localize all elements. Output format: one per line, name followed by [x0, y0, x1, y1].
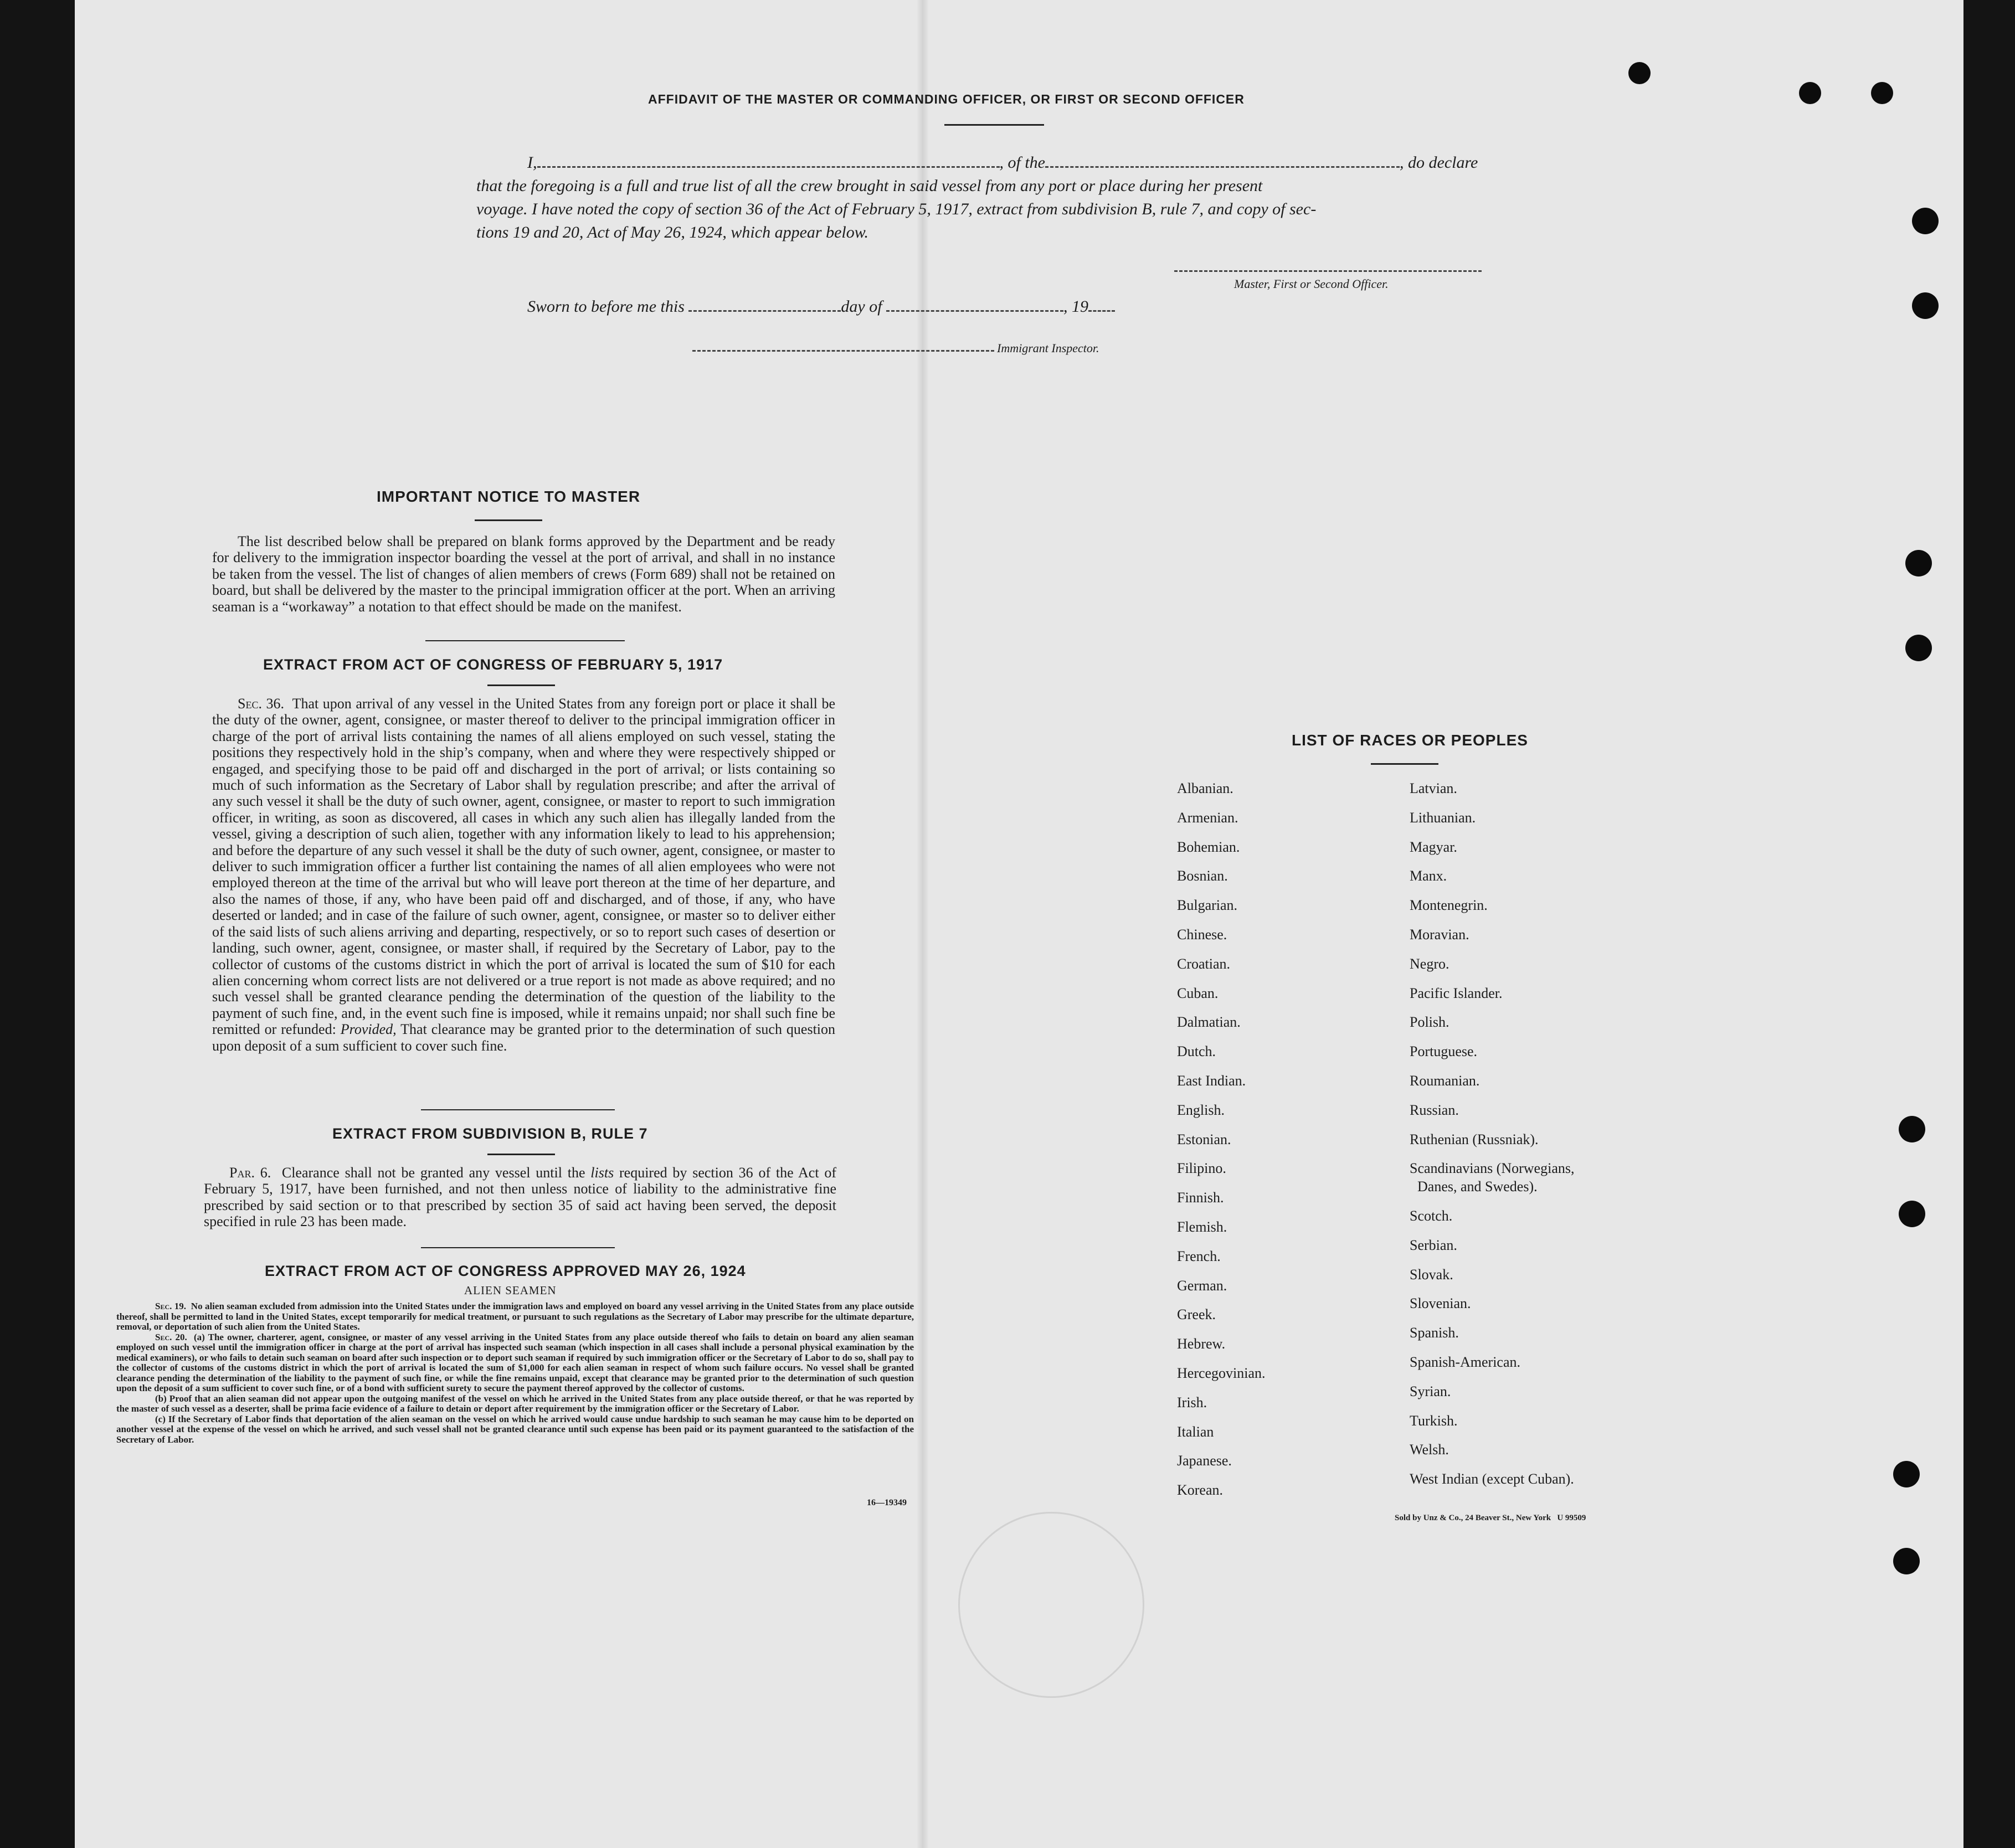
rule-7-title: EXTRACT FROM SUBDIVISION B, RULE 7 [332, 1125, 648, 1142]
master-signature-label: Master, First or Second Officer. [1234, 277, 1389, 291]
race-entry: Hercegovinian. [1177, 1365, 1266, 1381]
race-entry: German. [1177, 1277, 1227, 1294]
year-label: , 19 [1063, 297, 1089, 316]
extract-1917-text [212, 696, 835, 1054]
i-label: I, [527, 153, 537, 172]
affidavit-line-2: that the foregoing is a full and true list of all the crew brought in said vessel from any port or place during her present [476, 177, 1263, 195]
race-entry: Ruthenian (Russniak). [1410, 1131, 1539, 1147]
race-entry: Hebrew. [1177, 1336, 1226, 1352]
sworn-day-blank[interactable] [688, 307, 841, 312]
race-entry: Cuban. [1177, 985, 1219, 1001]
affidavit-line-3: voyage. I have noted the copy of section 36 of the Act of February 5, 1917, extract from subdivision B, rule 7, and copy of sec- [476, 200, 1317, 218]
par-6-text-b: required by section 36 of the Act of February 5, 1917, have been furnished, and not then unless notice of liability to the administrative fine prescribed by said section or to that prescribed by section 35 of said act having been served, the deposit specified in rule 23 has been made. [204, 1165, 837, 1230]
day-of-label: day of [841, 297, 882, 316]
par-6-label: Par. 6. [229, 1165, 271, 1181]
alien-seamen-subtitle: ALIEN SEAMEN [464, 1284, 557, 1297]
rule-7-rule [487, 1154, 555, 1155]
race-entry: Montenegrin. [1410, 897, 1488, 914]
page-fold [917, 0, 929, 1848]
race-entry: French. [1177, 1248, 1221, 1264]
race-entry: Italian [1177, 1423, 1214, 1440]
name-blank[interactable] [537, 163, 1000, 168]
extract-1924-text [116, 1301, 914, 1445]
race-entry: Japanese. [1177, 1453, 1232, 1469]
extract-1917-title: EXTRACT FROM ACT OF CONGRESS OF FEBRUARY 5, 1917 [263, 656, 723, 673]
race-entry: Spanish. [1410, 1325, 1459, 1341]
section-20a-text: (a) The owner, charterer, agent, consignee, or master of any vessel arriving in the United States from any place outside thereof who fails to detain on board any alien seaman employed on such vessel until the immigration officer in charge at the port of arrival has inspected such seaman (which inspection in all cases shall include a personal physical examination by the medical examiners), or who fails to detain such seaman on board after such inspection or to deport such seaman if required by such immigration officer or the Secretary of Labor to do so, shall pay to the collector of customs of the customs district in which the port of arrival is located the sum of $1,000 for each alien seaman in respect of whom such failure occurs. No vessel shall be granted clearance pending the determination of the liability to the payment of such fine, or while the fine remains unpaid, except that clearance may be granted prior to the determination of such question upon the deposit of a sum sufficient to cover such fine, or of a bond with sufficient surety to secure the payment thereof approved by the collector of customs. [116, 1331, 914, 1393]
punch-hole [1799, 82, 1821, 104]
race-entry: Slovak. [1410, 1266, 1453, 1283]
race-entry: Filipino. [1177, 1160, 1226, 1177]
race-entry: Greek. [1177, 1306, 1216, 1323]
race-entry: Russian. [1410, 1101, 1459, 1118]
race-entry: Danes, and Swedes). [1417, 1178, 1538, 1195]
faint-seal-stamp [958, 1512, 1144, 1698]
race-entry: East Indian. [1177, 1072, 1246, 1089]
declare-label: , do declare [1400, 153, 1478, 172]
race-entry: Dalmatian. [1177, 1014, 1241, 1031]
punch-hole [1893, 1461, 1920, 1487]
sworn-month-blank[interactable] [886, 307, 1063, 312]
lists-word: lists [590, 1165, 614, 1181]
punch-hole [1905, 635, 1932, 661]
extract-1924-title: EXTRACT FROM ACT OF CONGRESS APPROVED MAY 26, 1924 [265, 1263, 746, 1279]
race-entry: Polish. [1410, 1014, 1449, 1031]
par-6-text-a: Clearance shall not be granted any vessel until the [281, 1165, 585, 1181]
race-entry: Slovenian. [1410, 1295, 1471, 1312]
section-divider [425, 640, 625, 641]
race-entry: Latvian. [1410, 780, 1457, 796]
section-19-label: Sec. 19. [155, 1301, 187, 1311]
race-entry: Moravian. [1410, 926, 1469, 943]
sworn-label: Sworn to before me this [527, 297, 685, 316]
master-signature-line[interactable] [1174, 270, 1482, 272]
race-entry: Pacific Islander. [1410, 985, 1503, 1001]
race-entry: English. [1177, 1101, 1225, 1118]
section-36-label: Sec. 36. [238, 696, 284, 712]
section-divider [421, 1109, 615, 1110]
races-left-column [1177, 774, 1266, 1505]
race-entry: West Indian (except Cuban). [1410, 1471, 1574, 1487]
vessel-blank[interactable] [1045, 163, 1400, 168]
race-entry: Roumanian. [1410, 1072, 1480, 1089]
race-entry: Bosnian. [1177, 868, 1228, 884]
punch-hole [1893, 1548, 1920, 1574]
race-entry: Portuguese. [1410, 1043, 1478, 1060]
extract-1917-rule [487, 684, 555, 686]
affidavit-line-4: tions 19 and 20, Act of May 26, 1924, which appear below. [476, 223, 869, 241]
race-entry: Estonian. [1177, 1131, 1231, 1147]
race-entry: Manx. [1410, 868, 1447, 884]
section-divider [421, 1247, 615, 1248]
race-entry: Negro. [1410, 955, 1449, 972]
races-rule [1371, 763, 1438, 765]
of-the-label: , of the [999, 153, 1045, 172]
race-entry: Welsh. [1410, 1442, 1449, 1458]
race-entry: Flemish. [1177, 1218, 1227, 1235]
race-entry: Scandinavians (Norwegians, [1410, 1160, 1575, 1177]
race-entry: Bohemian. [1177, 838, 1240, 855]
inspector-label: Immigrant Inspector. [997, 341, 1099, 355]
race-entry: Armenian. [1177, 809, 1238, 826]
notice-paragraph: The list described below shall be prepared on blank forms approved by the Department and be ready for delivery to the immigration inspector boarding the vessel at the port of arrival, and shall in no instance be taken from the vessel. The list of changes of alien members of crews (Form 689) shall not be retained on board, but shall be delivered by the master to the principal immigration officer at the port. When an arriving seaman is a “workaway” a notation to that effect should be made on the manifest. [212, 533, 835, 615]
form-number: 16—19349 [867, 1498, 907, 1507]
race-entry: Scotch. [1410, 1207, 1453, 1224]
punch-hole [1912, 208, 1939, 234]
punch-hole [1905, 550, 1932, 576]
race-entry: Finnish. [1177, 1190, 1224, 1206]
race-entry: Lithuanian. [1410, 809, 1476, 826]
punch-hole [1899, 1201, 1925, 1227]
race-entry: Croatian. [1177, 955, 1231, 972]
section-19-text: No alien seaman excluded from admission into the United States under the immigration laws and employed on board any vessel arriving in the United States from any place outside thereof, shall be permitted to land in the United States, except temporarily for medical treatment, or pursuant to such regulations as the Secretary of Labor may prescribe for the ultimate departure, removal, or deportation of such alien from the United States. [116, 1301, 914, 1332]
affidavit-line-1 [527, 151, 1478, 174]
race-entry: Chinese. [1177, 926, 1227, 943]
affidavit-title: AFFIDAVIT OF THE MASTER OR COMMANDING OFFICER, OR FIRST OR SECOND OFFICER [648, 92, 1245, 106]
punch-hole [1912, 292, 1939, 319]
sworn-year-blank[interactable] [1088, 307, 1115, 312]
race-entry: Korean. [1177, 1482, 1224, 1499]
section-20c-text: (c) If the Secretary of Labor finds that deportation of the alien seaman on the vessel on which he arrived would cause undue hardship to such seaman he may cause him to be deported on another vessel at the expense of the vessel on which he arrived, and such vessel shall not be granted clearance until such expense has been paid or its payment guaranteed to the satisfaction of the Secretary of Labor. [116, 1413, 914, 1445]
notice-rule [475, 519, 542, 521]
sworn-line [527, 295, 1115, 318]
punch-hole [1871, 82, 1893, 104]
punch-hole [1628, 62, 1651, 84]
sold-by-imprint: Sold by Unz & Co., 24 Beaver St., New York U 99509 [1395, 1514, 1586, 1522]
race-entry: Irish. [1177, 1394, 1207, 1411]
race-entry: Albanian. [1177, 780, 1233, 796]
section-20b-text: (b) Proof that an alien seaman did not appear upon the outgoing manifest of the vessel on which he arrived in the United States from any place outside thereof, or that he was reported by the master of such vessel as a deserter, shall be prima facie evidence of a failure to detain or deport after requirement by the immigration officer or the Secretary of Labor. [116, 1393, 914, 1414]
title-rule [944, 124, 1044, 126]
section-36-end: That clearance may be granted prior to the determination of such question upon deposit of a sum sufficient to cover such fine. [212, 1021, 836, 1054]
race-entry: Serbian. [1410, 1237, 1457, 1253]
races-title: LIST OF RACES OR PEOPLES [1292, 732, 1528, 749]
race-entry: Turkish. [1410, 1412, 1458, 1429]
race-entry: Syrian. [1410, 1383, 1451, 1399]
inspector-signature-line[interactable] [692, 350, 994, 352]
race-entry: Dutch. [1177, 1043, 1216, 1060]
section-20-label: Sec. 20. [155, 1331, 187, 1342]
race-entry: Magyar. [1410, 838, 1457, 855]
section-36-body: That upon arrival of any vessel in the United States from any foreign port or place it shall be the duty of the owner, agent, consignee, or master thereof to deliver to the principal immigration officer in charge of the port of arrival lists containing the names of all aliens employed on such vessel, stating the positions they respectively hold in the ship’s company, when and where they were respectively shipped or engaged, and specifying those to be paid off and discharged in the port of arrival; or lists containing so much of such information as the Secretary of Labor shall by regulation prescribe; and after the arrival of any such vessel it shall be the duty of such owner, agent, consignee, or master to report to such immigration officer, in writing, as soon as discovered, all cases in which any such alien has illegally landed from the vessel, giving a description of such alien, together with any information likely to lead to his apprehension; and before the departure of any such vessel it shall be the duty of such owner, agent, consignee, or master to deliver to such immigration officer a further list containing the names of all alien employees who were not employed thereon at the time of the arrival but who will leave port thereon at the time of her departure, and also the names of those, if any, who have been paid off and discharged, and of those, if any, who have deserted or landed; and in case of the failure of such owner, agent, consignee, or master so to deliver either of the said lists of such aliens arriving and departing, respectively, or so to report such cases of desertion or landing, such owner, agent, consignee, or master shall, if required by the Secretary of Labor, pay to the collector of customs of the customs district in which the port of arrival is located the sum of $10 for each alien concerning whom correct lists are not delivered or a true report is not made as above required; and no such vessel shall be granted clearance pending the determination of the question of the liability to the payment of such fine, and, in the event such fine is imposed, while it remains unpaid; nor shall such fine be remitted or refunded: [212, 696, 835, 1038]
race-entry: Spanish-American. [1410, 1353, 1521, 1370]
notice-title: IMPORTANT NOTICE TO MASTER [377, 488, 641, 505]
notice-text [212, 533, 835, 615]
race-entry: Bulgarian. [1177, 897, 1238, 914]
races-right-column [1410, 774, 1574, 1494]
punch-hole [1899, 1116, 1925, 1142]
rule-7-text [204, 1165, 836, 1230]
provided-label: Provided, [340, 1021, 397, 1038]
